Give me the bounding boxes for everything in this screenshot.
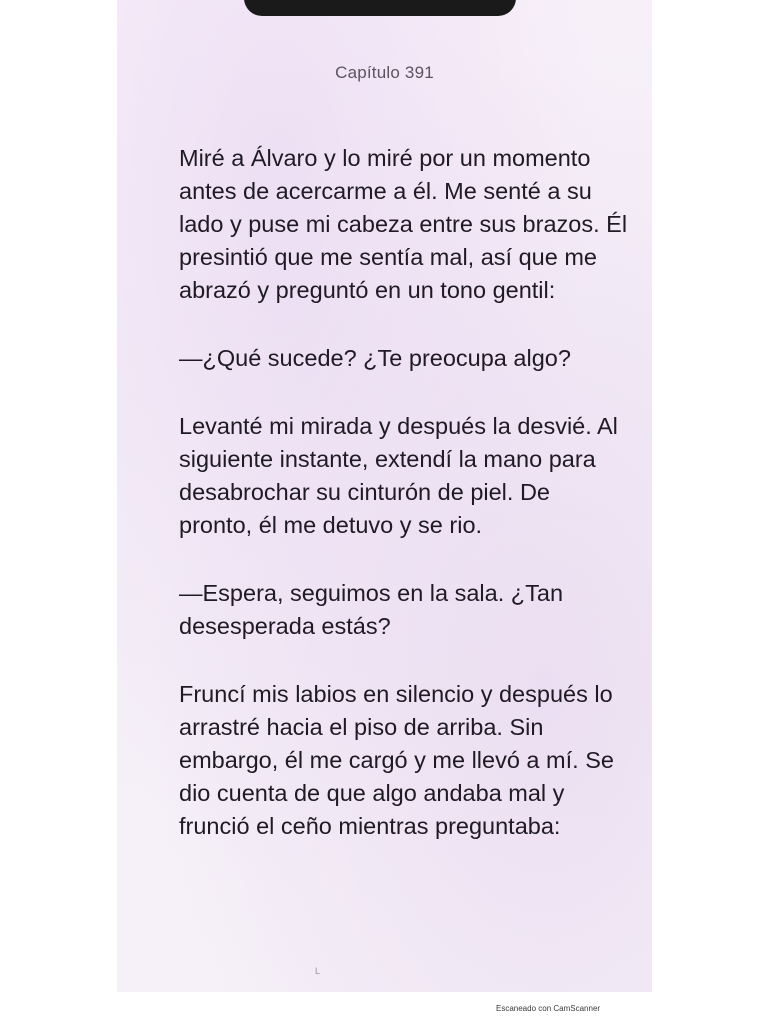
paragraph: —¿Qué sucede? ¿Te preocupa algo? [179,345,571,371]
chapter-text[interactable] [179,142,629,878]
paragraph: —Espera, seguimos en la sala. ¿Tan desesperada estás? [179,580,564,639]
paragraph: Miré a Álvaro y lo miré por un momento antes de acercarme a él. Me senté a su lado y puse mi cabeza entre sus brazos. Él presintió que me sentía mal, así que me abrazó y preguntó en un tono gentil: [179,145,628,303]
paragraph: Levanté mi mirada y después la desvié. Al siguiente instante, extendí la mano para desabrochar su cinturón de piel. De pronto, él me detuvo y se rio. [179,413,618,538]
paragraph: Fruncí mis labios en silencio y después lo arrastré hacia el piso de arriba. Sin embargo, él me cargó y me llevó a mí. Se dio cuenta de que algo andaba mal y frunció el ceño mientras preguntaba: [179,681,614,839]
chapter-title: Capítulo 391 [335,63,434,82]
bottom-mark: L [315,966,321,976]
phone-notch [244,0,516,16]
phone-screen [117,0,652,992]
scanner-watermark: Escaneado con CamScanner [496,1004,601,1013]
